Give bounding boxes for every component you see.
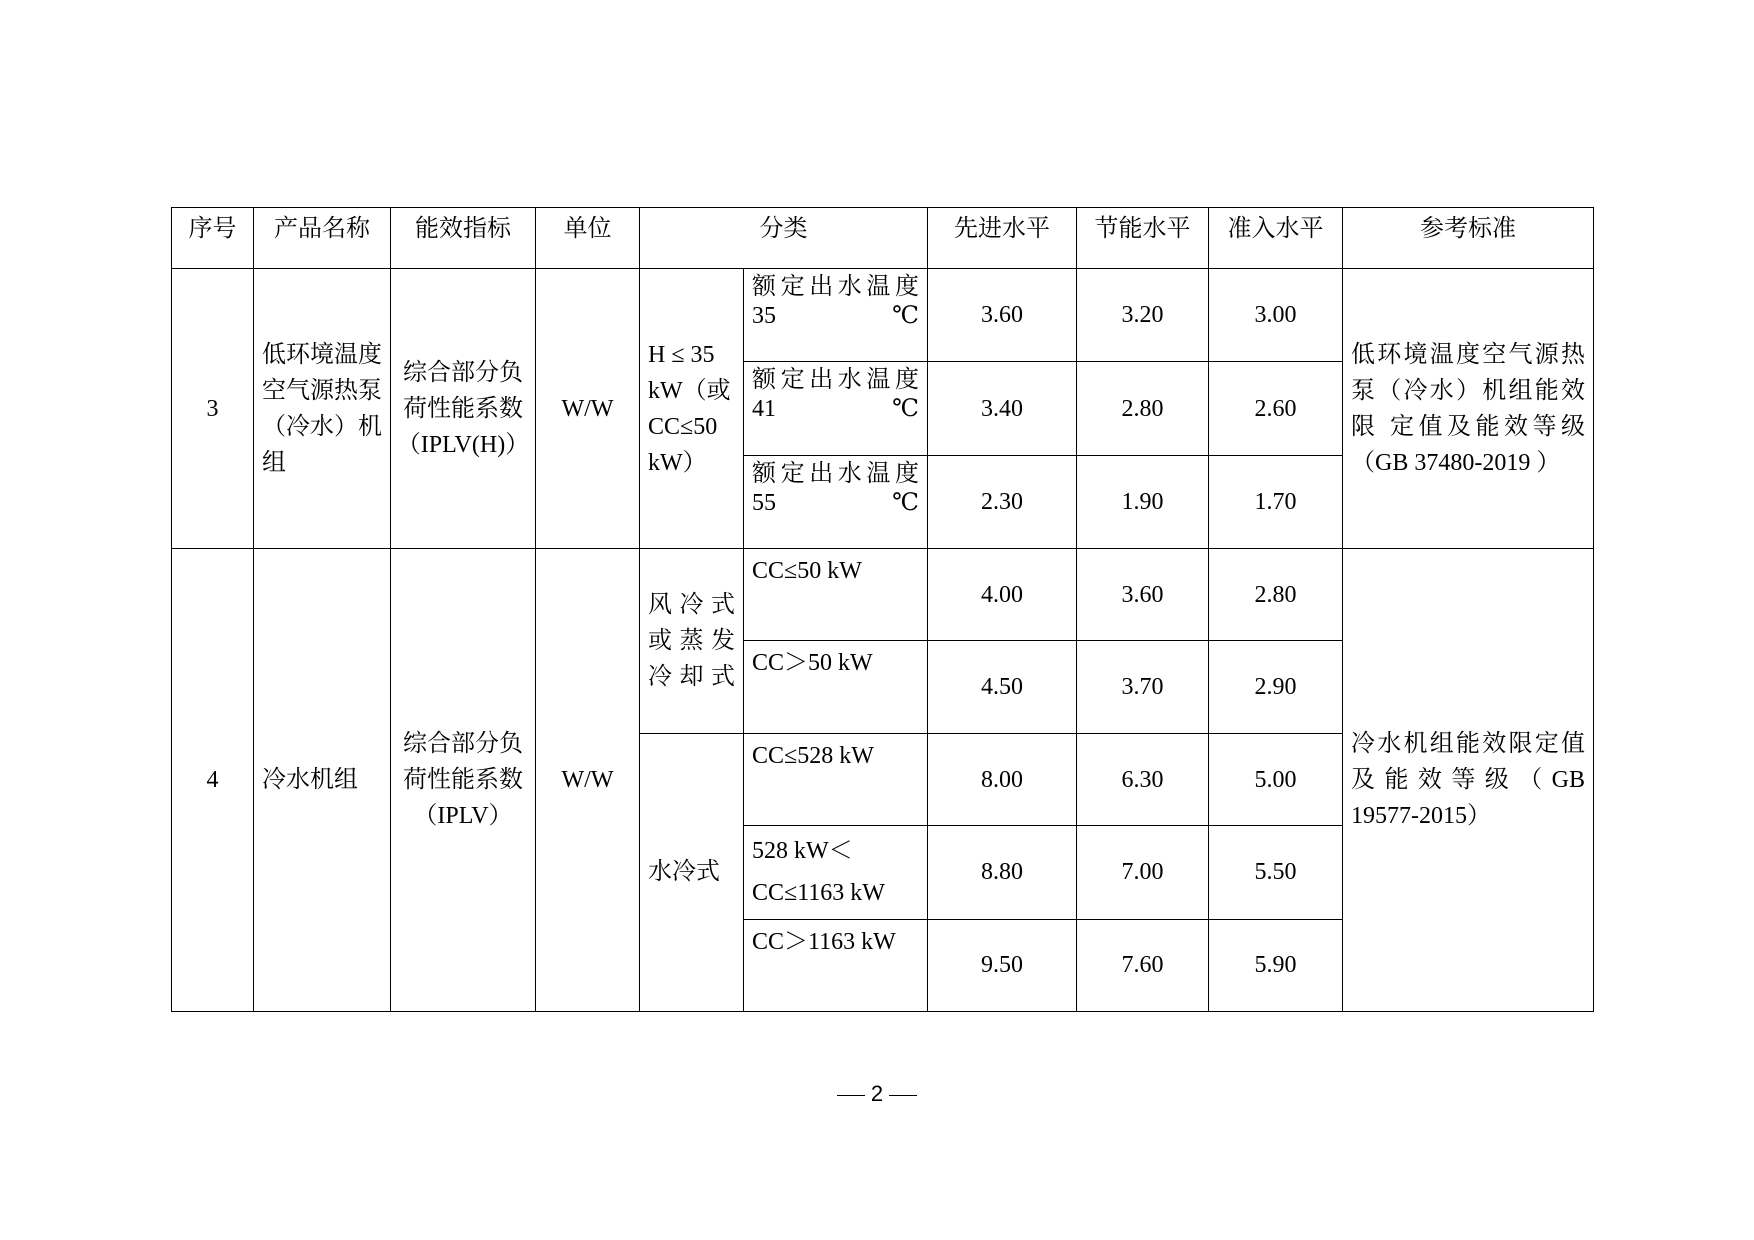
product3-sub-3: 额定出水温度55 ℃ (744, 455, 928, 548)
product3-saving-1: 3.20 (1077, 269, 1209, 362)
header-product-name: 产品名称 (254, 208, 391, 269)
product3-sub-1: 额定出水温度35 ℃ (744, 269, 928, 362)
table-row (172, 549, 1594, 641)
product4-sub-3: CC≤528 kW (744, 733, 928, 825)
footer-dash-right (889, 1095, 917, 1096)
table-row (172, 269, 1594, 362)
product4-category-water: 水冷式 (640, 733, 744, 1011)
product4-name: 冷水机组 (254, 549, 391, 1012)
product4-sub-5: CC＞1163 kW (744, 919, 928, 1011)
product4-entry-2: 2.90 (1209, 641, 1343, 733)
product4-unit: W/W (536, 549, 640, 1012)
product4-indicator-line2: （IPLV） (413, 803, 513, 830)
product4-advanced-5: 9.50 (928, 919, 1077, 1011)
product4-entry-5: 5.90 (1209, 919, 1343, 1011)
product4-entry-1: 2.80 (1209, 549, 1343, 641)
product4-saving-5: 7.60 (1077, 919, 1209, 1011)
product4-advanced-4: 8.80 (928, 826, 1077, 919)
header-row (172, 208, 1594, 269)
product4-indicator-line1: 综合部分负荷性能系数 (403, 731, 523, 794)
product3-saving-2: 2.80 (1077, 362, 1209, 455)
header-standard: 参考标准 (1343, 208, 1594, 269)
product4-entry-4: 5.50 (1209, 826, 1343, 919)
product3-entry-2: 2.60 (1209, 362, 1343, 455)
energy-efficiency-table (171, 207, 1594, 1012)
footer-dash-left (837, 1095, 865, 1096)
header-entry: 准入水平 (1209, 208, 1343, 269)
product4-advanced-2: 4.50 (928, 641, 1077, 733)
product3-indicator-line1: 综合部分负荷性能系数 (403, 359, 523, 422)
product4-advanced-3: 8.00 (928, 733, 1077, 825)
product3-unit: W/W (536, 269, 640, 549)
header-saving: 节能水平 (1077, 208, 1209, 269)
product4-indicator (391, 549, 536, 1012)
product3-entry-3: 1.70 (1209, 455, 1343, 548)
header-indicator: 能效指标 (391, 208, 536, 269)
product4-entry-3: 5.00 (1209, 733, 1343, 825)
product4-sub-2: CC＞50 kW (744, 641, 928, 733)
product3-entry-1: 3.00 (1209, 269, 1343, 362)
product4-standard: 冷水机组能效限定值及能效等级（GB 19577-2015） (1343, 549, 1594, 1012)
product3-indicator-line2: （IPLV(H)） (396, 431, 530, 458)
product3-advanced-2: 3.40 (928, 362, 1077, 455)
product3-sub-2: 额定出水温度41 ℃ (744, 362, 928, 455)
product3-indicator (391, 269, 536, 549)
product4-saving-1: 3.60 (1077, 549, 1209, 641)
product4-saving-4: 7.00 (1077, 826, 1209, 919)
product3-saving-3: 1.90 (1077, 455, 1209, 548)
product3-category: H ≤ 35 kW（或CC≤50 kW） (640, 269, 744, 549)
product4-category-air: 风冷式或蒸发冷却式 (640, 549, 744, 734)
product4-sub-1: CC≤50 kW (744, 549, 928, 641)
header-unit: 单位 (536, 208, 640, 269)
product4-saving-2: 3.70 (1077, 641, 1209, 733)
product4-sub-4: 528 kW＜CC≤1163 kW (744, 826, 928, 919)
header-advanced: 先进水平 (928, 208, 1077, 269)
product4-advanced-1: 4.00 (928, 549, 1077, 641)
header-seq: 序号 (172, 208, 254, 269)
product4-saving-3: 6.30 (1077, 733, 1209, 825)
product3-advanced-3: 2.30 (928, 455, 1077, 548)
product3-no: 3 (172, 269, 254, 549)
product3-standard: 低环境温度空气源热泵（冷水）机组能效限 定值及能效等级（GB 37480-2019 ） (1343, 269, 1594, 549)
page-footer (0, 1081, 1754, 1107)
product3-name: 低环境温度空气源热泵（冷水）机组 (254, 269, 391, 549)
product3-advanced-1: 3.60 (928, 269, 1077, 362)
header-category: 分类 (640, 208, 928, 269)
product4-no: 4 (172, 549, 254, 1012)
page-number: 2 (870, 1081, 884, 1106)
